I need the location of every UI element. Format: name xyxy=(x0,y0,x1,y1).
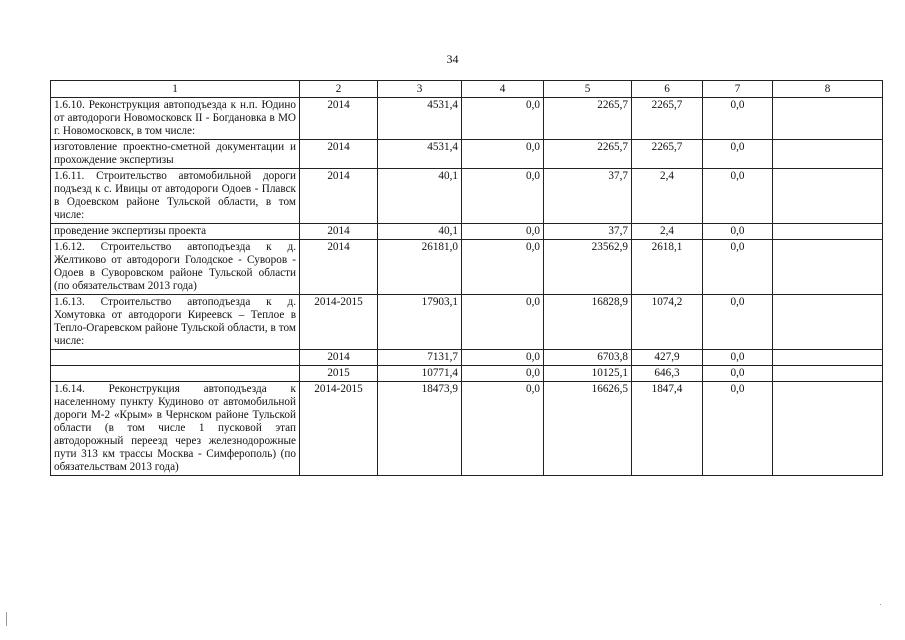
row-col8 xyxy=(773,350,883,366)
row-col8 xyxy=(773,169,883,224)
header-col-4: 4 xyxy=(462,81,544,98)
row-year: 2014 xyxy=(300,140,378,169)
row-year: 2014 xyxy=(300,224,378,240)
row-col5: 2265,7 xyxy=(544,140,632,169)
row-col7: 0,0 xyxy=(703,140,773,169)
row-col3: 26181,0 xyxy=(378,240,462,295)
row-col6: 1074,2 xyxy=(632,295,703,350)
row-col3: 17903,1 xyxy=(378,295,462,350)
row-col5: 10125,1 xyxy=(544,366,632,382)
row-col8 xyxy=(773,140,883,169)
row-col3: 4531,4 xyxy=(378,140,462,169)
row-name xyxy=(51,350,300,366)
row-col3: 18473,9 xyxy=(378,382,462,476)
row-name: 1.6.13. Строительство автоподъезда к д. Хомутовка от автодороги Киреевск – Теплое в Тепло-Огаревском районе Тульской области, в том числе: xyxy=(51,295,300,350)
header-col-3: 3 xyxy=(378,81,462,98)
row-col4: 0,0 xyxy=(462,224,544,240)
table-row xyxy=(51,366,883,382)
row-year: 2014 xyxy=(300,350,378,366)
row-col8 xyxy=(773,98,883,140)
row-col6: 2618,1 xyxy=(632,240,703,295)
row-col7: 0,0 xyxy=(703,240,773,295)
row-col5: 37,7 xyxy=(544,169,632,224)
row-col4: 0,0 xyxy=(462,366,544,382)
header-col-2: 2 xyxy=(300,81,378,98)
page-number: 34 xyxy=(446,52,459,66)
header-row xyxy=(51,81,883,98)
row-name: изготовление проектно-сметной документации и прохождение экспертизы xyxy=(51,140,300,169)
row-col5: 2265,7 xyxy=(544,98,632,140)
row-col7: 0,0 xyxy=(703,169,773,224)
row-col7: 0,0 xyxy=(703,350,773,366)
budget-table xyxy=(50,80,883,476)
header-col-6: 6 xyxy=(632,81,703,98)
row-col7: 0,0 xyxy=(703,98,773,140)
row-col4: 0,0 xyxy=(462,169,544,224)
table-row xyxy=(51,224,883,240)
row-col5: 16828,9 xyxy=(544,295,632,350)
header-col-7: 7 xyxy=(703,81,773,98)
row-col4: 0,0 xyxy=(462,98,544,140)
row-name: 1.6.11. Строительство автомобильной дороги подъезд к с. Ивицы от автодороги Одоев - Плавск в Одоевском районе Тульской области, в том числе: xyxy=(51,169,300,224)
row-col6: 2265,7 xyxy=(632,140,703,169)
row-col3: 40,1 xyxy=(378,224,462,240)
row-col3: 4531,4 xyxy=(378,98,462,140)
row-col5: 6703,8 xyxy=(544,350,632,366)
row-col6: 2,4 xyxy=(632,169,703,224)
row-col5: 37,7 xyxy=(544,224,632,240)
row-name xyxy=(51,366,300,382)
row-name: 1.6.12. Строительство автоподъезда к д. Желтиково от автодороги Голодское - Суворов - Одоев в Суворовском районе Тульской области (по обязательствам 2013 года) xyxy=(51,240,300,295)
table-row xyxy=(51,98,883,140)
row-col6: 1847,4 xyxy=(632,382,703,476)
table-row xyxy=(51,350,883,366)
row-col4: 0,0 xyxy=(462,295,544,350)
row-col6: 2265,7 xyxy=(632,98,703,140)
table-row xyxy=(51,295,883,350)
row-col8 xyxy=(773,224,883,240)
row-year: 2014 xyxy=(300,240,378,295)
row-col8 xyxy=(773,382,883,476)
header-col-1: 1 xyxy=(51,81,300,98)
row-col6: 427,9 xyxy=(632,350,703,366)
row-col4: 0,0 xyxy=(462,240,544,295)
row-col3: 10771,4 xyxy=(378,366,462,382)
table-row xyxy=(51,140,883,169)
row-col7: 0,0 xyxy=(703,366,773,382)
row-col7: 0,0 xyxy=(703,382,773,476)
table-row xyxy=(51,382,883,476)
row-col8 xyxy=(773,295,883,350)
scan-speck xyxy=(6,612,7,626)
row-col4: 0,0 xyxy=(462,350,544,366)
header-col-8: 8 xyxy=(773,81,883,98)
table-row xyxy=(51,240,883,295)
row-col4: 0,0 xyxy=(462,140,544,169)
row-col7: 0,0 xyxy=(703,295,773,350)
row-col8 xyxy=(773,366,883,382)
row-col6: 646,3 xyxy=(632,366,703,382)
row-year: 2015 xyxy=(300,366,378,382)
row-col7: 0,0 xyxy=(703,224,773,240)
row-col4: 0,0 xyxy=(462,382,544,476)
row-year: 2014-2015 xyxy=(300,382,378,476)
row-col5: 23562,9 xyxy=(544,240,632,295)
row-col8 xyxy=(773,240,883,295)
table-row xyxy=(51,169,883,224)
header-col-5: 5 xyxy=(544,81,632,98)
scan-speck xyxy=(880,604,881,605)
row-col3: 40,1 xyxy=(378,169,462,224)
row-year: 2014 xyxy=(300,98,378,140)
row-year: 2014-2015 xyxy=(300,295,378,350)
row-year: 2014 xyxy=(300,169,378,224)
row-col5: 16626,5 xyxy=(544,382,632,476)
row-col3: 7131,7 xyxy=(378,350,462,366)
row-name: 1.6.14. Реконструкция автоподъезда к населенному пункту Кудиново от автомобильной дороги М-2 «Крым» в Чернском районе Тульской области (в том числе 1 пусковой этап автодорожный переезд через железнодорожные пути 313 км трассы Москва - Симферополь) (по обязательствам 2013 года) xyxy=(51,382,300,476)
row-col6: 2,4 xyxy=(632,224,703,240)
row-name: проведение экспертизы проекта xyxy=(51,224,300,240)
row-name: 1.6.10. Реконструкция автоподъезда к н.п. Юдино от автодороги Новомосковск II - Богдановка в МО г. Новомосковск, в том числе: xyxy=(51,98,300,140)
